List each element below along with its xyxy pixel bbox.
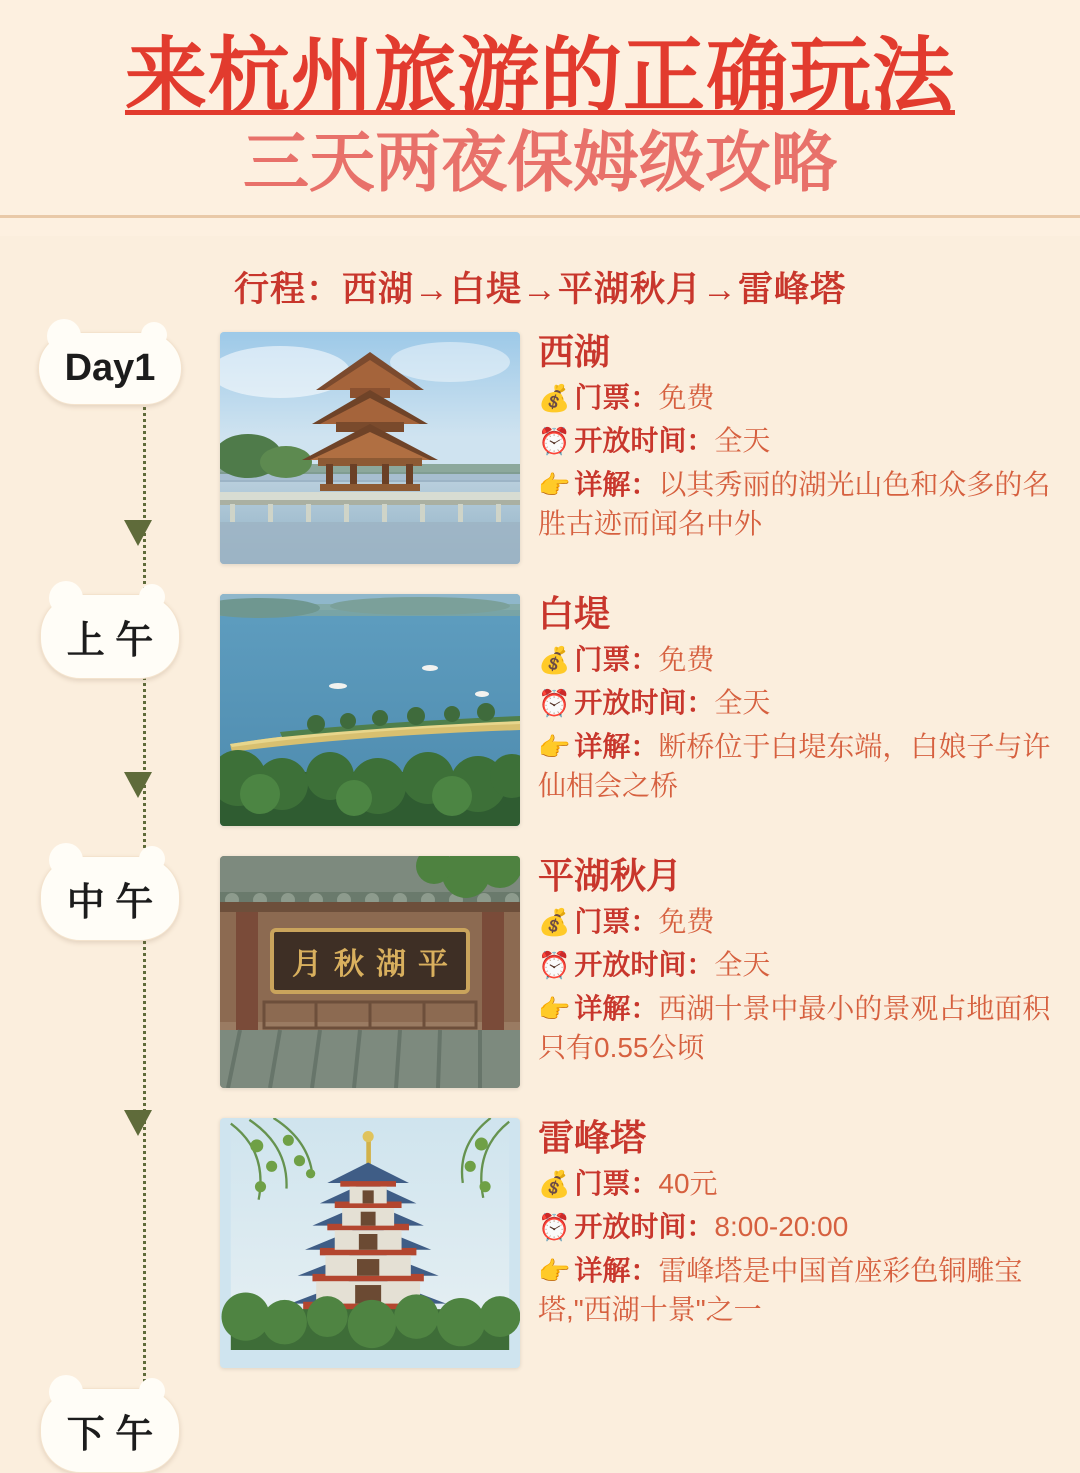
pointing-hand-icon: 👉 bbox=[538, 469, 571, 500]
hours-value: 全天 bbox=[714, 948, 771, 980]
photo-pinghu-qiuyue bbox=[220, 856, 520, 1088]
stage-badge-day1: Day1 bbox=[38, 332, 183, 405]
page-subtitle: 三天两夜保姆级攻略 bbox=[243, 125, 837, 200]
header-divider bbox=[0, 215, 1080, 218]
hours-value: 8:00-20:00 bbox=[714, 1210, 849, 1242]
detail-value: 断桥位于白堤东端，白娘子与许仙相会之桥 bbox=[538, 730, 1051, 802]
clock-icon: ⏰ bbox=[538, 1211, 571, 1242]
money-icon: 💰 bbox=[538, 383, 571, 414]
ticket-label: 门票： bbox=[574, 1168, 659, 1200]
pointing-hand-icon: 👉 bbox=[538, 1255, 571, 1286]
hours-line bbox=[538, 684, 1066, 723]
ticket-line bbox=[538, 379, 1066, 418]
detail-label: 详解： bbox=[574, 992, 659, 1024]
itinerary-timeline bbox=[0, 326, 1080, 1473]
clock-icon: ⏰ bbox=[538, 425, 571, 456]
detail-label: 详解： bbox=[574, 1254, 659, 1286]
stage-badge-cell bbox=[0, 332, 220, 405]
ticket-line bbox=[538, 903, 1066, 942]
spot-name: 平湖秋月 bbox=[538, 854, 683, 896]
detail-line bbox=[538, 465, 1066, 545]
svg-text:平: 平 bbox=[418, 947, 448, 981]
hours-value: 全天 bbox=[714, 686, 771, 718]
pointing-hand-icon: 👉 bbox=[538, 731, 571, 762]
stage-badge-cell bbox=[0, 856, 220, 941]
ticket-value: 免费 bbox=[658, 906, 715, 938]
ticket-line bbox=[538, 1165, 1066, 1204]
svg-text:湖: 湖 bbox=[376, 947, 406, 981]
route-summary: 行程：西湖→白堤→平湖秋月→雷峰塔 bbox=[233, 269, 846, 309]
detail-value: 西湖十景中最小的景观占地面积只有0.55公顷 bbox=[538, 992, 1051, 1064]
detail-label: 详解： bbox=[574, 730, 659, 762]
hours-line bbox=[538, 422, 1066, 461]
itinerary-row bbox=[0, 1118, 1080, 1473]
hours-label: 开放时间： bbox=[574, 948, 715, 980]
detail-label: 详解： bbox=[574, 468, 659, 500]
detail-line bbox=[538, 1251, 1066, 1331]
page-title: 来杭州旅游的正确玩法 bbox=[124, 31, 955, 122]
money-icon: 💰 bbox=[538, 645, 571, 676]
ticket-value: 免费 bbox=[658, 644, 715, 676]
poster-header bbox=[0, 0, 1080, 236]
ticket-value: 40元 bbox=[658, 1168, 718, 1200]
hours-label: 开放时间： bbox=[574, 424, 715, 456]
spot-info bbox=[520, 1118, 1080, 1330]
photo-bai-causeway bbox=[220, 594, 520, 826]
itinerary-row bbox=[0, 594, 1080, 834]
svg-text:秋: 秋 bbox=[334, 947, 364, 981]
spot-info bbox=[520, 332, 1080, 544]
ticket-label: 门票： bbox=[574, 382, 659, 414]
pointing-hand-icon: 👉 bbox=[538, 993, 571, 1024]
money-icon: 💰 bbox=[538, 1169, 571, 1200]
timeline-arrow bbox=[124, 772, 164, 798]
ticket-label: 门票： bbox=[574, 644, 659, 676]
spot-name: 雷峰塔 bbox=[538, 1116, 647, 1158]
timeline-arrow bbox=[124, 520, 164, 546]
detail-value: 雷峰塔是中国首座彩色铜雕宝塔,"西湖十景"之一 bbox=[538, 1254, 1023, 1326]
timeline-arrow bbox=[124, 1110, 164, 1136]
spot-name: 西湖 bbox=[538, 330, 611, 372]
hours-line bbox=[538, 1208, 1066, 1247]
hours-label: 开放时间： bbox=[574, 1210, 715, 1242]
detail-line bbox=[538, 727, 1066, 807]
spot-info bbox=[520, 856, 1080, 1068]
svg-text:月: 月 bbox=[292, 947, 322, 981]
detail-value: 以其秀丽的湖光山色和众多的名胜古迹而闻名中外 bbox=[538, 468, 1051, 540]
detail-line bbox=[538, 989, 1066, 1069]
photo-leifeng-pagoda bbox=[220, 1118, 520, 1368]
clock-icon: ⏰ bbox=[538, 687, 571, 718]
stage-badge-noon: 中 午 bbox=[40, 856, 181, 941]
itinerary-row bbox=[0, 856, 1080, 1096]
hours-line bbox=[538, 946, 1066, 985]
clock-icon: ⏰ bbox=[538, 949, 571, 980]
hours-value: 全天 bbox=[714, 424, 771, 456]
ticket-label: 门票： bbox=[574, 906, 659, 938]
spot-info bbox=[520, 594, 1080, 806]
hours-label: 开放时间： bbox=[574, 686, 715, 718]
stage-badge-cell bbox=[0, 594, 220, 679]
stage-badge-cell bbox=[0, 1118, 220, 1473]
ticket-value: 免费 bbox=[658, 382, 715, 414]
stage-badge-afternoon: 下 午 bbox=[40, 1388, 181, 1473]
stage-badge-morning: 上 午 bbox=[40, 594, 181, 679]
ticket-line bbox=[538, 641, 1066, 680]
photo-west-lake bbox=[220, 332, 520, 564]
spot-name: 白堤 bbox=[538, 592, 611, 634]
money-icon: 💰 bbox=[538, 907, 571, 938]
